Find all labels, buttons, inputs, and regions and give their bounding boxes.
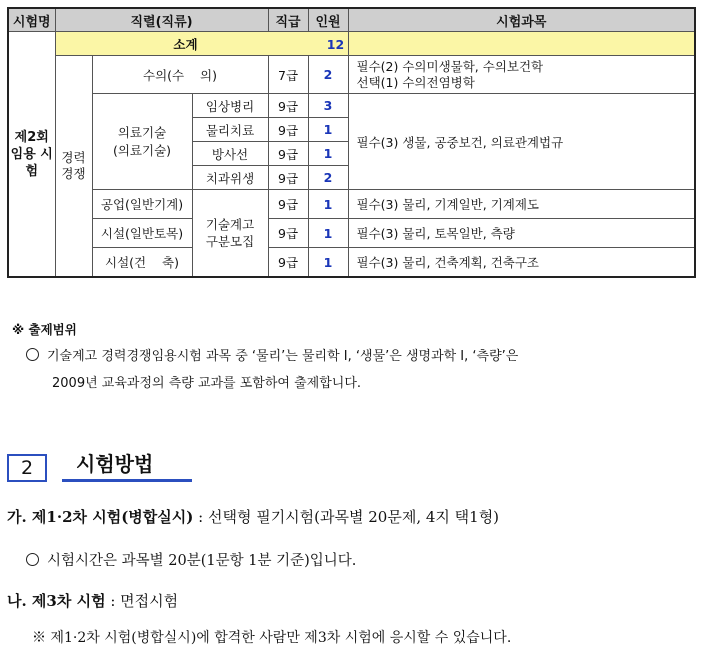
table-row (8, 56, 695, 94)
grade-cell: 9급 (268, 94, 308, 118)
section-number: 2 (7, 454, 47, 482)
group-cell: 기술계고 구분모집 (192, 190, 268, 278)
subjects-cell: 필수(3) 물리, 토목일반, 측량 (348, 219, 695, 248)
method-item-2: 나. 제3차 시험 : 면접시험 (7, 592, 179, 610)
notes-title: ※ 출제범위 (12, 322, 77, 337)
notes-line-2: 2009년 교육과정의 측량 교과를 포함하여 출제합니다. (52, 376, 362, 391)
subjects-cell: 필수(2) 수의미생물학, 수의보건학 선택(1) 수의전염병학 (348, 56, 695, 94)
method-item-2-note: ※ 제1·2차 시험(병합실시)에 합격한 사람만 제3차 시험에 응시할 수 있습니다. (32, 630, 512, 646)
count-cell: 1 (308, 190, 348, 219)
circle-bullet-icon (26, 348, 39, 361)
table-row (8, 248, 695, 278)
count-cell: 2 (308, 56, 348, 94)
subtotal-label: 소계 (173, 36, 198, 52)
circle-bullet-icon (26, 553, 39, 566)
section-title: 시험방법 (62, 451, 192, 482)
subjects-cell: 필수(3) 물리, 건축계획, 건축구조 (348, 248, 695, 278)
grade-cell: 9급 (268, 190, 308, 219)
subjects-cell: 필수(3) 생물, 공중보건, 의료관계법규 (348, 94, 695, 190)
count-cell: 1 (308, 118, 348, 142)
method-item-1: 가. 제1·2차 시험(병합실시) : 선택형 필기시험(과목별 20문제, 4지 택1형) (7, 508, 500, 526)
header-grade: 직급 (268, 8, 308, 32)
table-header-row (8, 8, 695, 32)
table-row (8, 190, 695, 219)
sub-series-cell: 임상병리 (192, 94, 268, 118)
series-cell: 수의(수 의) (92, 56, 268, 94)
series-cell: 의료기술 (의료기술) (92, 94, 192, 190)
count-cell: 1 (308, 142, 348, 166)
sub-series-cell: 물리치료 (192, 118, 268, 142)
sub-series-cell: 치과위생 (192, 166, 268, 190)
series-cell: 공업(일반기계) (92, 190, 192, 219)
category-cell: 경력경쟁 (55, 56, 92, 278)
table-row (8, 94, 695, 118)
table-row (8, 219, 695, 248)
exam-name-cell: 제2회 임용 시험 (8, 32, 55, 278)
series-cell: 시설(건 축) (92, 248, 192, 278)
count-cell: 2 (308, 166, 348, 190)
grade-cell: 9급 (268, 142, 308, 166)
sub-series-cell: 방사선 (192, 142, 268, 166)
subjects-cell: 필수(3) 물리, 기계일반, 기계제도 (348, 190, 695, 219)
grade-cell: 9급 (268, 248, 308, 278)
header-count: 인원 (308, 8, 348, 32)
count-cell: 3 (308, 94, 348, 118)
grade-cell: 9급 (268, 166, 308, 190)
count-cell: 1 (308, 248, 348, 278)
count-cell: 1 (308, 219, 348, 248)
grade-cell: 9급 (268, 219, 308, 248)
notes-line-1: 기술계고 경력경쟁임용시험 과목 중 ‘물리’는 물리학 Ⅰ, ‘생물’은 생명과학 Ⅰ, ‘측량’은 (26, 345, 518, 364)
header-exam-name: 시험명 (8, 8, 55, 32)
subtotal-row (8, 32, 695, 56)
method-item-1-note: 시험시간은 과목별 20분(1문항 1분 기준)입니다. (26, 549, 356, 570)
exam-table (7, 7, 696, 278)
header-subjects: 시험과목 (348, 8, 695, 32)
grade-cell: 9급 (268, 118, 308, 142)
subtotal-count: 12 (326, 36, 345, 52)
series-cell: 시설(일반토목) (92, 219, 192, 248)
grade-cell: 7급 (268, 56, 308, 94)
header-series: 직렬(직류) (55, 8, 268, 32)
